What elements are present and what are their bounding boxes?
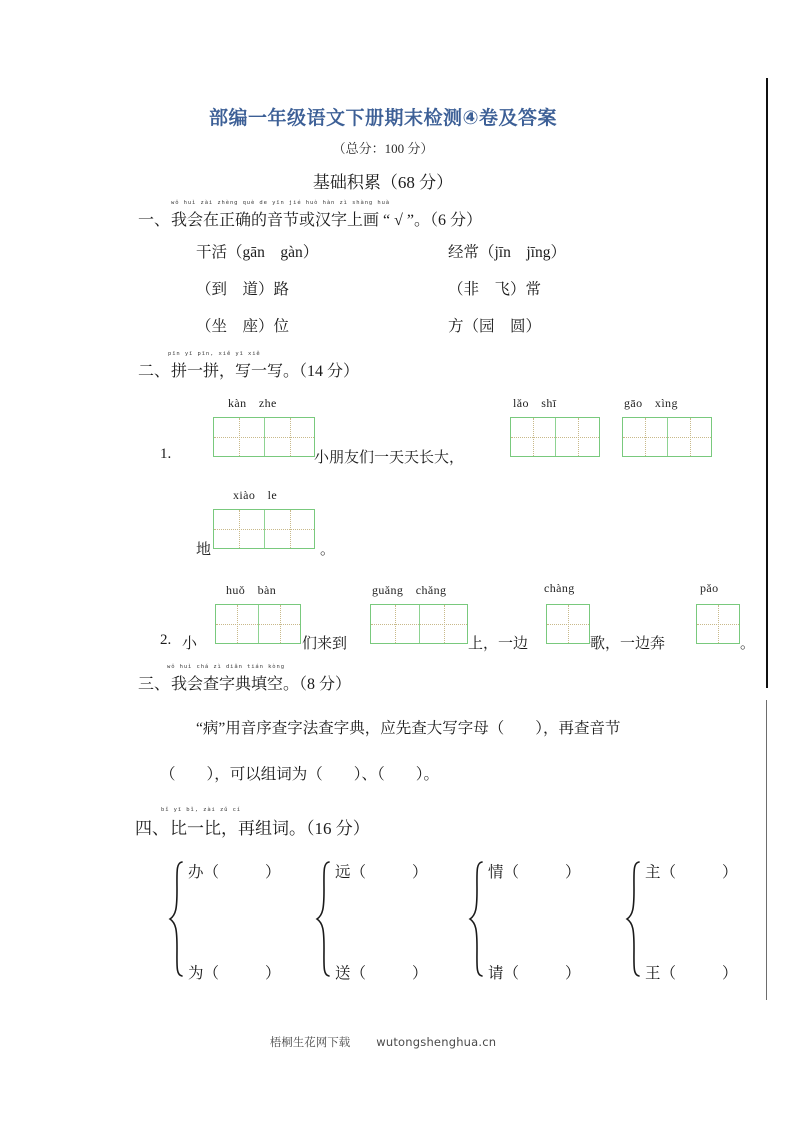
q2-item1-label: 1.: [160, 446, 172, 462]
q2-item2-seg1-text: 小: [182, 636, 198, 652]
section-heading-basics: 基础积累（68 分）: [312, 173, 454, 192]
total-score-label: （总分：100 分）: [332, 141, 434, 156]
writing-grid-guang-chang[interactable]: [370, 604, 468, 644]
q2-item1b-pinyin: xiào le: [233, 488, 278, 502]
writing-grid-gao-xing[interactable]: [622, 417, 712, 457]
grid-cell[interactable]: [264, 510, 314, 548]
compare-close: ）: [722, 965, 738, 982]
compare-char: 主（: [645, 864, 677, 881]
compare-char: 送（: [335, 965, 367, 982]
question-one-text: 我会在正确的音节或汉字上画 “ √ ”。（6 分）: [171, 212, 483, 229]
writing-grid-kan-zhe[interactable]: [213, 417, 315, 457]
q2-item1-seg4-pinyin: gāo xìng: [624, 396, 678, 410]
question-four-text: 比一比，再组词。（16 分）: [170, 819, 370, 838]
q2-item2-seg3-text: 们来到: [302, 636, 348, 652]
q2-item2-label: 2.: [160, 632, 172, 648]
grid-cell[interactable]: [547, 605, 589, 643]
footer: [0, 1034, 766, 1050]
compare-close: ）: [565, 864, 581, 881]
curly-brace-icon: [625, 860, 641, 978]
scan-border-right-upper: [766, 78, 768, 688]
grid-cell[interactable]: [264, 418, 314, 456]
grid-cell[interactable]: [258, 605, 300, 643]
grid-cell[interactable]: [214, 418, 264, 456]
curly-brace-icon: [168, 860, 184, 978]
compare-close: ）: [412, 965, 428, 982]
grid-cell[interactable]: [419, 605, 467, 643]
q1-row2-right: （非 飞）常: [448, 281, 542, 298]
writing-grid-huo-ban[interactable]: [215, 604, 301, 644]
grid-cell[interactable]: [371, 605, 419, 643]
q1-row3-right: 方（园 圆）: [448, 318, 542, 335]
grid-cell[interactable]: [214, 510, 264, 548]
grid-cell[interactable]: [667, 418, 711, 456]
q3-body-line-2: （ ），可以组词为（ ）、（ ）。: [160, 766, 440, 783]
compare-item-bottom: [188, 961, 281, 983]
scan-border-right-lower: [766, 700, 767, 1000]
question-three-text: 我会查字典填空。（8 分）: [171, 676, 352, 693]
question-one-heading: [138, 207, 482, 230]
grid-cell[interactable]: [555, 418, 599, 456]
q2-item2-seg8-pinyin: pǎo: [700, 581, 719, 595]
compare-char: 请（: [488, 965, 520, 982]
question-four-number: 四、: [135, 819, 169, 838]
compare-item-top: [488, 860, 581, 882]
question-one-number: 一、: [138, 212, 171, 229]
question-two-heading: [138, 358, 359, 381]
question-three-pinyin: wǒ huì chá zì diǎn tián kòng: [167, 664, 285, 670]
compare-char: 办（: [188, 864, 220, 881]
curly-brace-icon: [468, 860, 484, 978]
grid-cell[interactable]: [623, 418, 667, 456]
compare-item-bottom: [645, 961, 738, 983]
compare-close: ）: [722, 864, 738, 881]
question-three-number: 三、: [138, 676, 171, 693]
grid-cell[interactable]: [216, 605, 258, 643]
question-four-heading: [135, 814, 370, 839]
q2-item2-seg2-pinyin: huǒ bàn: [226, 583, 277, 597]
q2-item2-seg7-text: 歌，一边奔: [590, 636, 666, 652]
q1-row1-right: 经常（jīn jīng）: [448, 244, 566, 261]
compare-char: 情（: [488, 864, 520, 881]
compare-char: 远（: [335, 864, 367, 881]
q1-row3-left: （坐 座）位: [196, 318, 290, 335]
grid-cell[interactable]: [697, 605, 739, 643]
q2-item1b-suffix-text: 。: [320, 542, 336, 558]
question-two-text: 拼一拼，写一写。（14 分）: [171, 363, 360, 380]
question-two-number: 二、: [138, 363, 171, 380]
q2-item2-seg5-text: 上，一边: [468, 636, 529, 652]
page-title: 部编一年级语文下册期末检测④卷及答案: [208, 107, 558, 129]
compare-close: ）: [265, 965, 281, 982]
q2-item2-seg4-pinyin: guǎng chǎng: [372, 583, 447, 597]
question-two-pinyin: pīn yī pīn, xiě yī xiě: [168, 351, 261, 357]
curly-brace-icon: [315, 860, 331, 978]
compare-close: ）: [265, 864, 281, 881]
q3-body-line-1: “病”用音序查字法查字典，应先查大写字母（ ），再查音节: [196, 720, 621, 737]
compare-item-top: [188, 860, 281, 882]
q2-item1-sentence-text: 小朋友们一天天长大，: [314, 450, 465, 466]
compare-close: ）: [565, 965, 581, 982]
question-one-pinyin: wǒ huì zài zhèng què de yīn jié huò hàn zì shàng huà: [171, 200, 390, 206]
q2-item2-seg9-text: 。: [740, 636, 756, 652]
q2-item2-seg6-pinyin: chàng: [544, 581, 575, 595]
compare-item-top: [645, 860, 738, 882]
q1-row2-left: （到 道）路: [196, 281, 290, 298]
compare-item-bottom: [335, 961, 428, 983]
writing-grid-chang[interactable]: [546, 604, 590, 644]
q2-item1b-prefix-text: 地: [196, 542, 212, 558]
compare-item-top: [335, 860, 428, 882]
compare-char: 王（: [645, 965, 677, 982]
q1-row1-left: 干活（gān gàn）: [196, 244, 319, 261]
compare-close: ）: [412, 864, 428, 881]
grid-cell[interactable]: [511, 418, 555, 456]
question-three-heading: [138, 671, 351, 694]
footer-site: wutongshenghua.cn: [376, 1035, 497, 1049]
writing-grid-lao-shi[interactable]: [510, 417, 600, 457]
writing-grid-xiao-le[interactable]: [213, 509, 315, 549]
compare-item-bottom: [488, 961, 581, 983]
q2-item1-seg1-pinyin: kàn zhe: [228, 396, 277, 410]
question-four-pinyin: bǐ yī bǐ, zài zǔ cí: [161, 807, 242, 813]
writing-grid-pao[interactable]: [696, 604, 740, 644]
compare-char: 为（: [188, 965, 220, 982]
footer-label: 梧桐生花网下载: [269, 1037, 351, 1049]
q2-item1-seg3-pinyin: lǎo shī: [513, 396, 557, 410]
